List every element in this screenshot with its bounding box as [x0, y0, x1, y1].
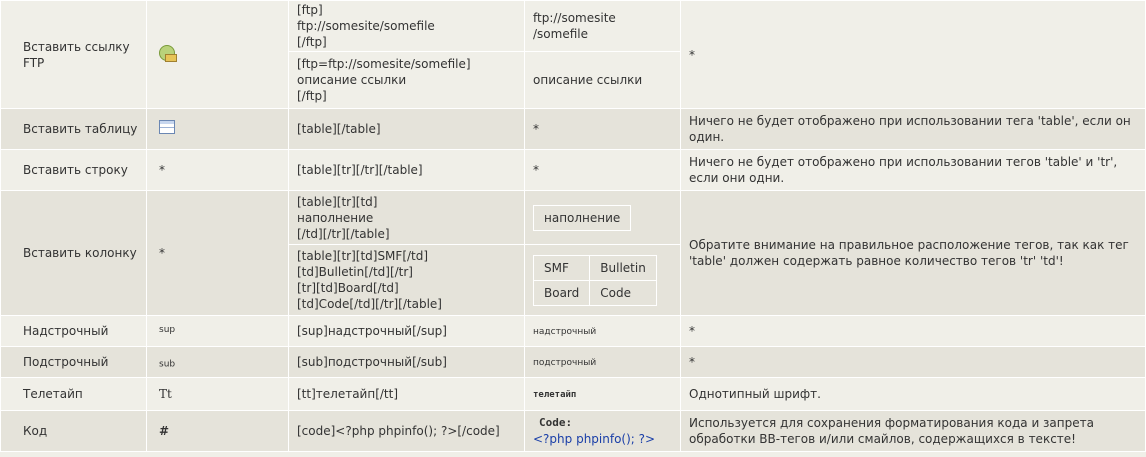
- table-row-sup: [1, 316, 1146, 347]
- result-example: надстрочный: [525, 316, 681, 347]
- table-row-sub: [1, 347, 1146, 378]
- table-row-ftp: [1, 1, 1146, 52]
- table-row-tr: [1, 150, 1146, 191]
- note: Обратите внимание на правильное расположение тегов, так как тег 'table' должен содержать равное количество тегов 'tr' 'td'!: [681, 191, 1146, 316]
- table-row-td: [1, 191, 1146, 245]
- code-example: [code]<?php phpinfo(); ?>[/code]: [289, 411, 525, 452]
- asterisk-icon: *: [159, 163, 165, 177]
- tag-name: Телетайп: [1, 378, 147, 411]
- code-example: [ftp=ftp://somesite/somefile] описание ссылки [/ftp]: [289, 52, 525, 109]
- asterisk-icon: *: [159, 246, 165, 260]
- code-example: [table][/table]: [289, 109, 525, 150]
- ftp-link[interactable]: ftp://somesite /somefile: [533, 11, 616, 41]
- tag-icon-cell: [147, 109, 289, 150]
- tag-name: Вставить колонку: [1, 191, 147, 316]
- tag-icon-cell: [147, 150, 289, 191]
- result-example: Code: <?php phpinfo(); ?>: [525, 411, 681, 452]
- ftp-link-description[interactable]: описание ссылки: [533, 73, 643, 87]
- result-table: [533, 255, 657, 306]
- result-example: [525, 245, 681, 316]
- ftp-icon: [159, 45, 175, 61]
- result-cell: Code: [590, 280, 657, 305]
- result-example: *: [525, 150, 681, 191]
- code-example: [table][tr][td]SMF[/td] [td]Bulletin[/td][/tr] [tr][td]Board[/td] [td]Code[/td][/tr][/table]: [289, 245, 525, 316]
- tag-icon-cell: [147, 378, 289, 411]
- tag-name: Надстрочный: [1, 316, 147, 347]
- note: *: [681, 316, 1146, 347]
- tag-icon-cell: [147, 411, 289, 452]
- code-example: [ftp] ftp://somesite/somefile [/ftp]: [289, 1, 525, 52]
- tag-icon-cell: [147, 1, 289, 109]
- table-icon: [159, 120, 175, 134]
- sub-icon: sub: [159, 359, 176, 370]
- sup-icon: sup: [159, 324, 176, 335]
- table-row-table: [1, 109, 1146, 150]
- tag-name: Вставить строку: [1, 150, 147, 191]
- tag-icon-cell: [147, 316, 289, 347]
- result-example: *: [525, 109, 681, 150]
- note: Однотипный шрифт.: [681, 378, 1146, 411]
- code-example: [sup]надстрочный[/sup]: [289, 316, 525, 347]
- result-example: [525, 1, 681, 52]
- tag-icon-cell: [147, 347, 289, 378]
- note: *: [681, 347, 1146, 378]
- result-cell: Bulletin: [590, 255, 657, 280]
- note: *: [681, 1, 1146, 109]
- note: Используется для сохранения форматирования кода и запрета обработки BB-тегов и/или смайлов, содержащихся в тексте!: [681, 411, 1146, 452]
- note: Ничего не будет отображено при использовании тега 'table', если он один.: [681, 109, 1146, 150]
- result-example: [525, 52, 681, 109]
- code-example: [table][tr][/tr][/table]: [289, 150, 525, 191]
- result-example: подстрочный: [525, 347, 681, 378]
- table-row-tt: [1, 378, 1146, 411]
- tag-icon-cell: [147, 191, 289, 316]
- code-example: [table][tr][td] наполнение [/td][/tr][/table]: [289, 191, 525, 245]
- code-output: <?php phpinfo(); ?>: [533, 432, 656, 446]
- code-example: [tt]телетайп[/tt]: [289, 378, 525, 411]
- tag-name: Вставить ссылку FTP: [1, 1, 147, 109]
- tag-name: Вставить таблицу: [1, 109, 147, 150]
- note: Ничего не будет отображено при использовании тегов 'table' и 'tr', если они одни.: [681, 150, 1146, 191]
- tag-name: Подстрочный: [1, 347, 147, 378]
- result-cell: Board: [534, 280, 590, 305]
- table-row-code: [1, 411, 1146, 452]
- teletype-icon: Tt: [159, 387, 172, 401]
- result-table: [533, 205, 631, 231]
- result-example: телетайп: [525, 378, 681, 411]
- result-cell: SMF: [534, 255, 590, 280]
- hash-icon: #: [159, 424, 170, 438]
- result-cell: наполнение: [534, 205, 631, 230]
- code-example: [sub]подстрочный[/sub]: [289, 347, 525, 378]
- tag-name: Код: [1, 411, 147, 452]
- result-example: [525, 191, 681, 245]
